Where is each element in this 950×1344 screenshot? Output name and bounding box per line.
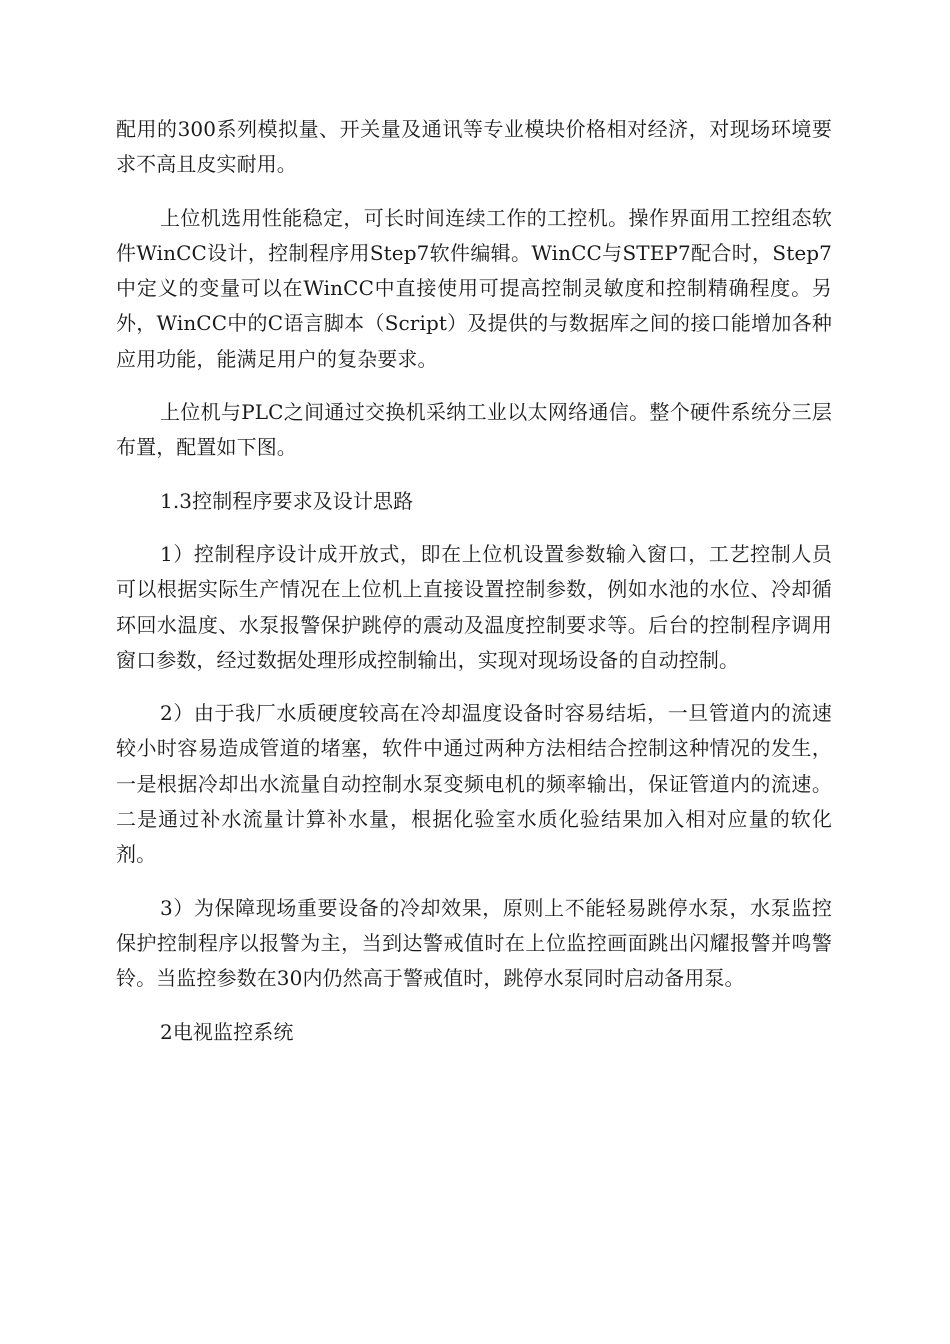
paragraph-item-2: 2）由于我厂水质硬度较高在冷却温度设备时容易结垢，一旦管道内的流速较小时容易造成管道的堵塞，软件中通过两种方法相结合控制这种情况的发生，一是根据冷却出水流量自动控制水泵变频电机的频率输出，保证管道内的流速。二是通过补水流量计算补水量，根据化验室水质化验结果加入相对应量的软化剂。 [116,701,832,867]
paragraph-host-computer: 上位机选用性能稳定，可长时间连续工作的工控机。操作界面用工控组态软件WinCC设计，控制程序用Step7软件编辑。WinCC与STEP7配合时，Step7中定义的变量可以在WinCC中直接使用可提高控制灵敏度和控制精确程度。另外，WinCC中的C语言脚本（Script）及提供的与数据库之间的接口能增加各种应用功能，能满足用户的复杂要求。 [116,205,832,371]
section-heading-2: 2电视监控系统 [160,1019,294,1044]
paragraph-network: 上位机与PLC之间通过交换机采纳工业以太网络通信。整个硬件系统分三层布置，配置如下图。 [116,400,832,460]
document-body [116,112,832,1068]
paragraph-continuation: 配用的300系列模拟量、开关量及通讯等专业模块价格相对经济，对现场环境要求不高且皮实耐用。 [116,117,832,177]
section-heading-1-3: 1.3控制程序要求及设计思路 [160,488,414,513]
paragraph-item-3: 3）为保障现场重要设备的冷却效果，原则上不能轻易跳停水泵，水泵监控保护控制程序以报警为主，当到达警戒值时在上位监控画面跳出闪耀报警并鸣警铃。当监控参数在30内仍然高于警戒值时，跳停水泵同时启动备用泵。 [116,895,832,991]
paragraph-item-1: 1）控制程序设计成开放式，即在上位机设置参数输入窗口，工艺控制人员可以根据实际生产情况在上位机上直接设置控制参数，例如水池的水位、冷却循环回水温度、水泵报警保护跳停的震动及温度控制要求等。后台的控制程序调用窗口参数，经过数据处理形成控制输出，实现对现场设备的自动控制。 [116,541,832,672]
